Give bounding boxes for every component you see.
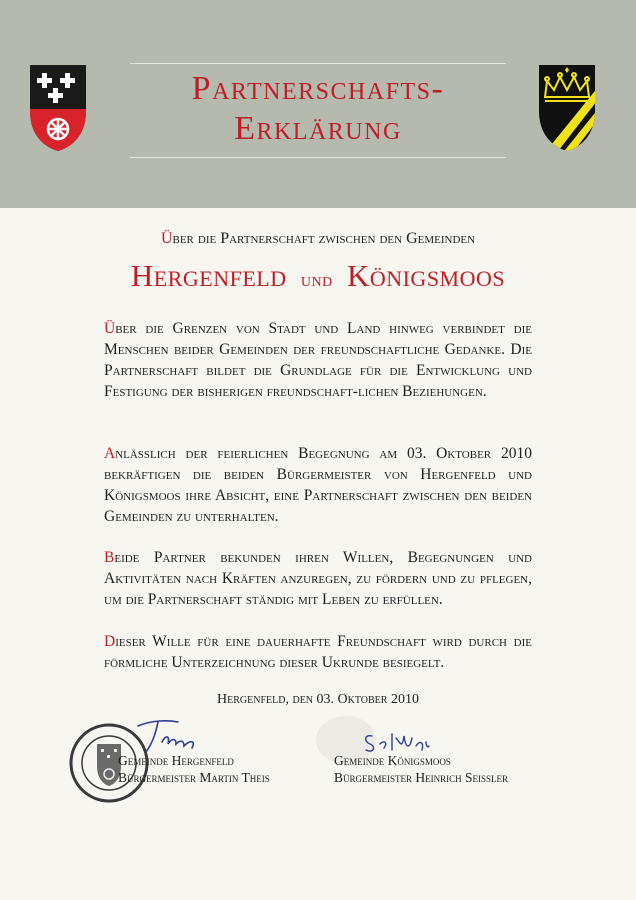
paragraph-1 bbox=[104, 318, 532, 402]
paragraph-initial: Ü bbox=[104, 320, 116, 337]
name-right: Königsmoos bbox=[346, 258, 506, 293]
paragraph-initial: A bbox=[104, 445, 116, 462]
signatory-right bbox=[334, 752, 508, 786]
name-joiner: und bbox=[300, 269, 333, 291]
header-band bbox=[0, 0, 636, 208]
signature-theis bbox=[132, 716, 212, 756]
subtitle-text: ber die Partnerschaft zwischen den Gemeinden bbox=[172, 230, 476, 247]
signatory-left-mayor: Bürgermeister Martin Theis bbox=[118, 770, 270, 785]
signatory-right-mayor: Bürgermeister Heinrich Seißler bbox=[334, 770, 509, 785]
title-line-1: Partnerschafts- bbox=[191, 70, 445, 107]
paragraph-2 bbox=[104, 443, 532, 527]
paragraph-text: ber die Grenzen von Stadt und Land hinweg verbindet die Menschen beider Gemeinden der freundschaftliche Gedanke. Die Partnerschaft bildet die Grundlage für die Entwicklung und Festigung der bisherigen freundschaft-lichen Beziehungen. bbox=[104, 320, 532, 400]
paragraph-3 bbox=[104, 547, 532, 610]
subtitle bbox=[0, 230, 636, 248]
hergenfeld-coat-of-arms-icon bbox=[28, 63, 88, 153]
koenigsmoos-coat-of-arms-icon bbox=[537, 63, 597, 153]
subtitle-initial: Ü bbox=[160, 230, 173, 247]
title-line-2: Erklärung bbox=[234, 110, 402, 147]
paragraph-text: ieser Wille für eine dauerhafte Freundschaft wird durch die förmliche Unterzeichnung dieser Ukrunde besiegelt. bbox=[104, 633, 532, 671]
signatory-left-municipality: Gemeinde Hergenfeld bbox=[118, 753, 234, 768]
signatory-right-municipality: Gemeinde Königsmoos bbox=[334, 753, 451, 768]
paragraph-4 bbox=[104, 631, 532, 673]
paragraph-initial: D bbox=[104, 633, 116, 650]
document-title bbox=[130, 63, 506, 158]
municipality-names bbox=[0, 258, 636, 294]
place-and-date: Hergenfeld, den 03. Oktober 2010 bbox=[217, 692, 419, 707]
signatory-left bbox=[118, 752, 270, 786]
name-left: Hergenfeld bbox=[130, 258, 287, 293]
paragraph-text: nlässlich der feierlichen Begegnung am 03. Oktober 2010 bekräftigen die beiden Bürgermeister von Hergenfeld und Königsmoos ihre Absicht, eine Partnerschaft zwischen den beiden Gemeinden zu unterhalten. bbox=[104, 445, 532, 525]
paragraph-text: eide Partner bekunden ihren Willen, Begegnungen und Aktivitäten nach Kräften anzuregen, zu fördern und zu pflegen, um die Partnerschaft ständig mit Leben zu erfüllen. bbox=[104, 549, 532, 608]
paragraph-initial: B bbox=[104, 549, 115, 566]
